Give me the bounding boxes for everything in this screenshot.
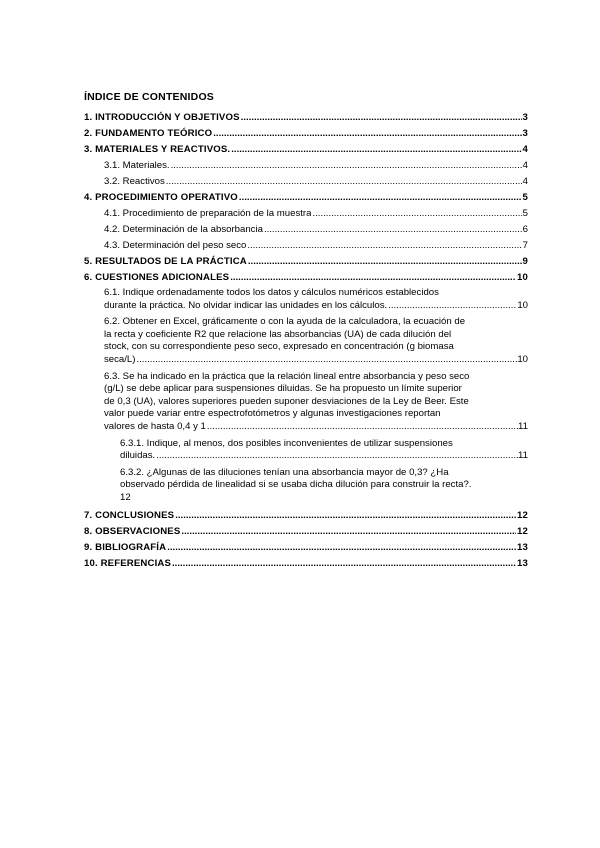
toc-page-number: 12 — [517, 525, 528, 537]
toc-entry-line: durante la práctica. No olvidar indicar las unidades en los cálculos. — [104, 299, 388, 311]
toc-page-number: 12 — [517, 509, 528, 521]
dot-leader — [238, 191, 522, 204]
dot-leader — [166, 541, 516, 554]
toc-entry-label: 7. CONCLUSIONES — [84, 509, 175, 521]
toc-entry-line: valores de hasta 0,4 y 1 — [104, 420, 206, 432]
toc-entry-label: 4. PROCEDIMIENTO OPERATIVO — [84, 192, 238, 203]
dot-leader — [206, 421, 518, 434]
toc-entry-line: la recta y coeficiente R2 que relacione las absorbancias (UA) de cada dilución del — [104, 328, 452, 340]
toc-page-number: 10 — [517, 272, 528, 283]
toc-entry-label: 3.2. Reactivos — [104, 176, 165, 187]
toc-entry-bibliografia[interactable] — [84, 541, 528, 554]
toc-page-number: 3 — [522, 128, 528, 139]
toc-page-number: 13 — [517, 541, 528, 553]
dot-leader — [171, 557, 516, 570]
toc-entry-line: (g/L) se debe aplicar para suspensiones diluidas. Se ha propuesto un límite superior — [104, 383, 462, 395]
toc-entry-label: 9. BIBLIOGRAFÍA — [84, 541, 167, 553]
toc-entry-cuestion-6-2[interactable] — [84, 316, 528, 366]
toc-entry-cuestion-6-3-1[interactable] — [84, 438, 528, 463]
toc-entry-line: stock, con su correspondiente peso seco, expresado en concentración (g biomasa — [104, 341, 454, 353]
toc-entry-label: 8. OBSERVACIONES — [84, 525, 181, 537]
toc-entry-fundamento[interactable] — [84, 127, 528, 140]
dot-leader — [155, 450, 518, 463]
toc-entry-label: 3.1. Materiales. — [104, 160, 170, 171]
toc-entry-label: 2. FUNDAMENTO TEÓRICO — [84, 128, 213, 139]
dot-leader — [180, 525, 516, 538]
dot-leader — [247, 255, 522, 268]
toc-page-number: 12 — [120, 491, 131, 503]
dot-leader — [170, 159, 522, 172]
toc-entry-procedimiento[interactable] — [84, 191, 528, 204]
toc-entry-preparacion-muestra[interactable] — [84, 207, 528, 220]
toc-entry-line: valor puede variar entre espectrofotómetros y algunas investigaciones reportan — [104, 408, 441, 420]
toc-entry-materiales[interactable] — [84, 159, 528, 172]
toc-entry-observaciones[interactable] — [84, 525, 528, 538]
dot-leader — [135, 354, 517, 367]
toc-entry-line: observado pérdida de linealidad si se usaba dicha dilución para construir la recta?. — [120, 479, 472, 491]
toc-entry-peso-seco[interactable] — [84, 239, 528, 252]
toc-entry-cuestion-6-1[interactable] — [84, 287, 528, 312]
dot-leader — [240, 111, 522, 124]
toc-entry-line: 6.3. Se ha indicado en la práctica que la relación lineal entre absorbancia y peso seco — [104, 370, 470, 382]
toc-entry-reactivos[interactable] — [84, 175, 528, 188]
toc-page-number: 6 — [522, 224, 528, 235]
dot-leader — [174, 509, 516, 522]
dot-leader — [311, 207, 521, 220]
toc-page-number: 10 — [517, 353, 528, 365]
toc-entry-label: 4.2. Determinación de la absorbancia — [104, 224, 263, 235]
toc-entry-conclusiones[interactable] — [84, 509, 528, 522]
toc-entry-label: 4.3. Determinación del peso seco — [104, 240, 247, 251]
toc-entry-line: 6.1. Indique ordenadamente todos los datos y cálculos numéricos establecidos — [104, 287, 439, 298]
toc-title: ÍNDICE DE CONTENIDOS — [84, 91, 215, 103]
toc-page-number: 11 — [518, 450, 528, 462]
dot-leader — [165, 175, 522, 188]
toc-entry-cuestion-6-3-2[interactable] — [84, 467, 528, 505]
dot-leader — [230, 143, 521, 156]
toc-entry-label: 3. MATERIALES Y REACTIVOS. — [84, 144, 231, 155]
toc-page-number: 3 — [522, 112, 528, 123]
toc-entry-cuestion-6-3[interactable] — [84, 371, 528, 434]
toc-entry-line: 6.2. Obtener en Excel, gráficamente o con la ayuda de la calculadora, la ecuación de — [104, 316, 466, 328]
toc-entry-referencias[interactable] — [84, 557, 528, 570]
dot-leader — [387, 300, 517, 313]
toc-entry-label: 5. RESULTADOS DE LA PRÁCTICA — [84, 256, 247, 267]
toc-page-number: 5 — [522, 192, 528, 203]
toc-entry-label: 6. CUESTIONES ADICIONALES — [84, 272, 230, 283]
toc-entry-line: diluidas. — [120, 450, 156, 462]
dot-leader — [263, 223, 522, 236]
dot-leader — [212, 127, 521, 140]
toc-page-number: 4 — [522, 160, 528, 171]
toc-page-number: 10 — [517, 299, 528, 311]
toc-entry-absorbancia[interactable] — [84, 223, 528, 236]
toc-entry-line: seca/L) — [104, 353, 136, 365]
toc-entry-label: 1. INTRODUCCIÓN Y OBJETIVOS — [84, 112, 240, 123]
toc-entry-introduccion[interactable] — [84, 111, 528, 124]
toc-entry-line: de 0,3 (UA), valores superiores pueden suponer desviaciones de la Ley de Beer. Este — [104, 395, 469, 407]
dot-leader — [229, 271, 516, 284]
toc-page-number: 11 — [518, 420, 528, 432]
toc-entry-label: 4.1. Procedimiento de preparación de la muestra — [104, 208, 312, 219]
toc-entry-label: 10. REFERENCIAS — [84, 557, 172, 569]
toc-entry-cuestiones[interactable] — [84, 271, 528, 284]
toc-entry-resultados[interactable] — [84, 255, 528, 268]
dot-leader — [246, 239, 521, 252]
toc-page-number: 4 — [522, 144, 528, 155]
toc-page-number: 13 — [517, 557, 528, 569]
toc-entry-materiales-reactivos[interactable] — [84, 143, 528, 156]
toc-page-number: 5 — [522, 208, 528, 219]
toc-page-number: 9 — [522, 256, 528, 267]
toc-entry-line: 6.3.2. ¿Algunas de las diluciones tenían una absorbancia mayor de 0,3? ¿Ha — [120, 466, 449, 478]
toc-page-number: 7 — [522, 240, 528, 251]
toc-page-number: 4 — [522, 176, 528, 187]
toc-entry-line: 6.3.1. Indique, al menos, dos posibles inconvenientes de utilizar suspensiones — [120, 437, 453, 449]
table-of-contents — [84, 111, 528, 573]
